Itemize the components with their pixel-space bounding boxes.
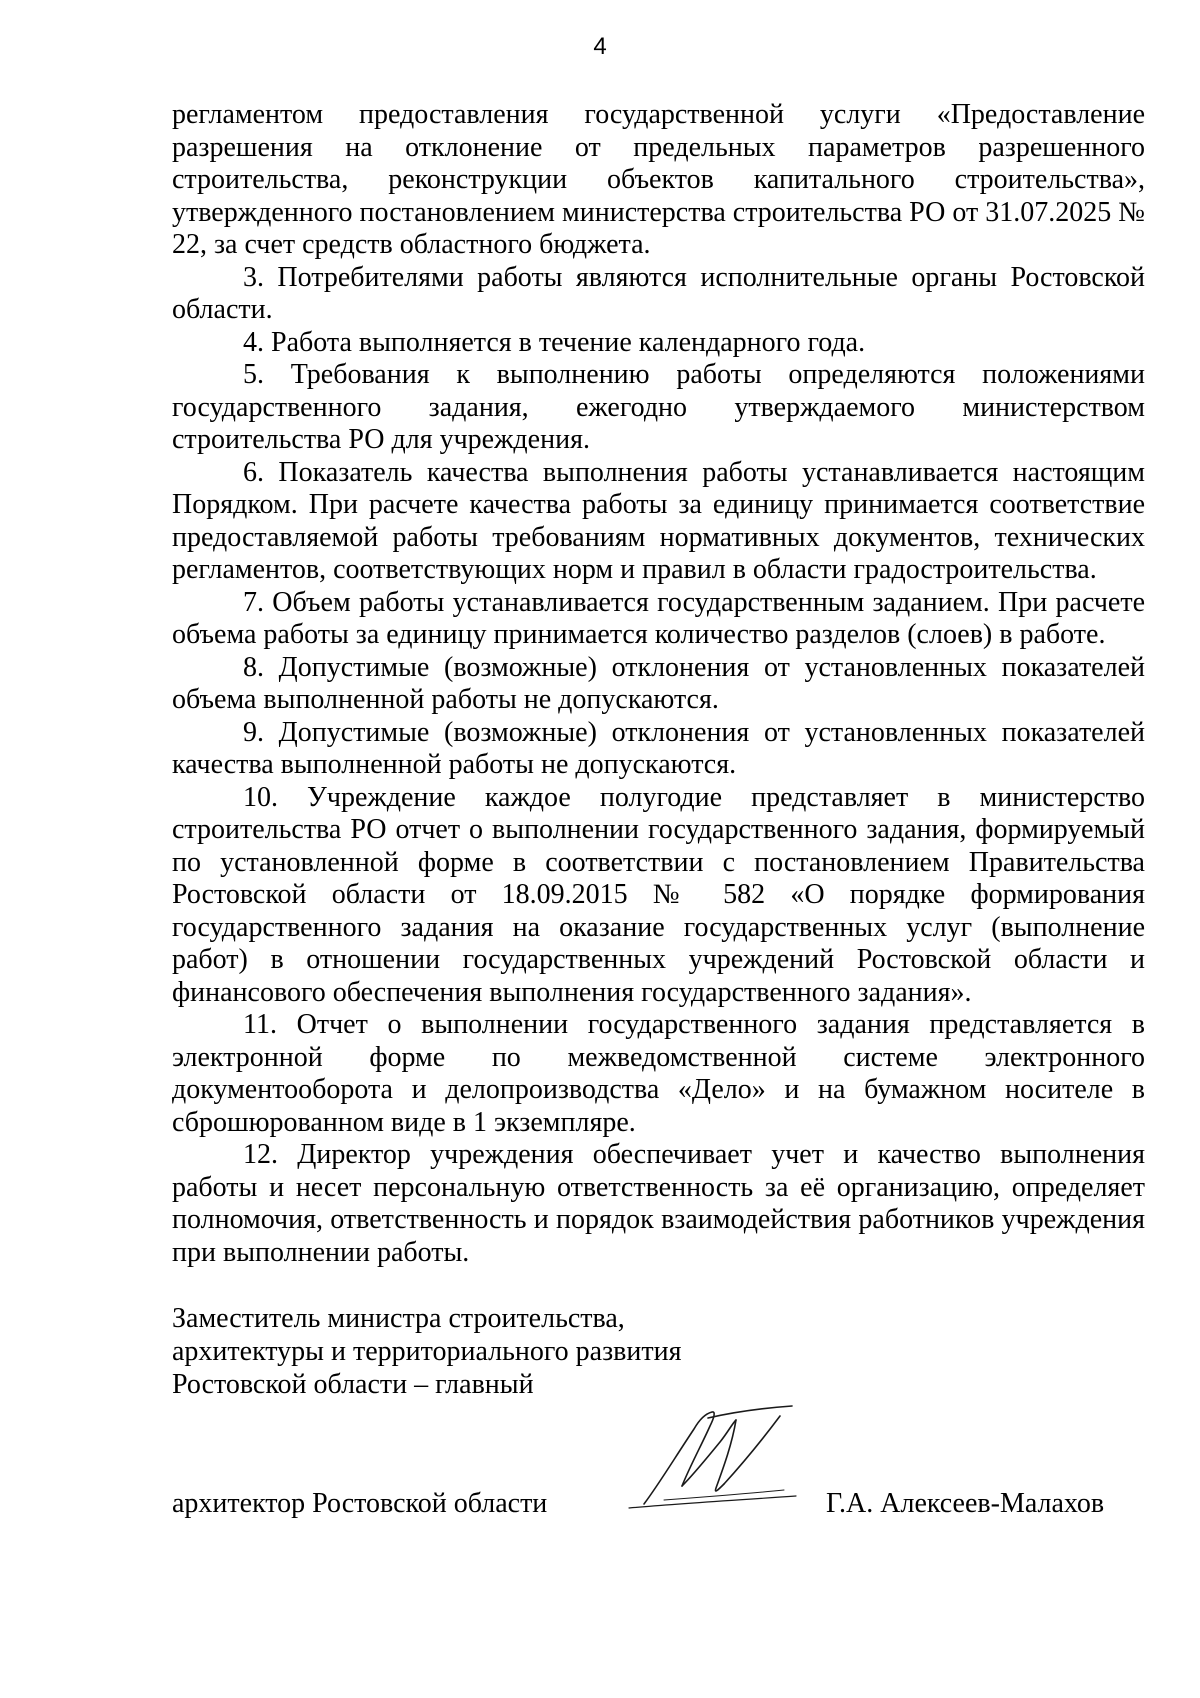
paragraph-3: 3. Потребителями работы являются исполнительные органы Ростовской области. bbox=[172, 261, 1145, 325]
handwritten-signature bbox=[624, 1404, 804, 1514]
signatory-title-line: архитектуры и территориального развития bbox=[172, 1336, 682, 1367]
document-body bbox=[172, 99, 1145, 1269]
paragraph-11: 11. Отчет о выполнении государственного задания представляется в электронной форме по межведомственной системе электронного документооборота и делопроизводства «Дело» и на бумажном носителе в сброшюрованном виде в 1 экземпляре. bbox=[172, 1009, 1145, 1138]
paragraph-6: 6. Показатель качества выполнения работы устанавливается настоящим Порядком. При расчете качества работы за единицу принимается соответствие предоставляемой работы требованиям нормативных документов, технических регламентов, соответствующих норм и правил в области градостроительства. bbox=[172, 456, 1145, 585]
paragraph-12: 12. Директор учреждения обеспечивает учет и качество выполнения работы и несет персональную ответственность за её организацию, определяет полномочия, ответственность и порядок взаимодействия работников учреждения при выполнении работы. bbox=[172, 1139, 1145, 1268]
paragraph-4: 4. Работа выполняется в течение календарного года. bbox=[243, 326, 866, 358]
signatory-title-last-line: архитектор Ростовской области bbox=[172, 1488, 548, 1519]
page-number: 4 bbox=[593, 33, 607, 60]
paragraph-9: 9. Допустимые (возможные) отклонения от установленных показателей качества выполненной работы не допускаются. bbox=[172, 716, 1145, 780]
paragraph-8: 8. Допустимые (возможные) отклонения от установленных показателей объема выполненной работы не допускаются. bbox=[172, 651, 1145, 715]
signatory-title-line: Ростовской области – главный bbox=[172, 1369, 534, 1400]
paragraph-7: 7. Объем работы устанавливается государственным заданием. При расчете объема работы за единицу принимается количество разделов (слоев) в работе. bbox=[172, 586, 1145, 650]
paragraph-5: 5. Требования к выполнению работы определяются положениями государственного задания, ежегодно утверждаемого министерством строительства РО для учреждения. bbox=[172, 359, 1145, 455]
signatory-name: Г.А. Алексеев-Малахов bbox=[826, 1488, 1105, 1519]
paragraph-10: 10. Учреждение каждое полугодие представляет в министерство строительства РО отчет о выполнении государственного задания, формируемый по установленной форме в соответствии с постановлением Правительства Ростовской области от 18.09.2015 № 582 «О порядке формирования государственного задания на оказание государственных услуг (выполнение работ) в отношении государственных учреждений Ростовской области и финансового обеспечения выполнения государственного задания». bbox=[172, 781, 1145, 1008]
signatory-title bbox=[172, 1302, 872, 1401]
signatory-title-line: Заместитель министра строительства, bbox=[172, 1303, 625, 1334]
paragraph-continuation: регламентом предоставления государственной услуги «Предоставление разрешения на отклонение от предельных параметров разрешенного строительства, реконструкции объектов капитального строительства», утвержденного постановлением министерства строительства РО от 31.07.2025 № 22, за счет средств областного бюджета. bbox=[172, 99, 1145, 260]
